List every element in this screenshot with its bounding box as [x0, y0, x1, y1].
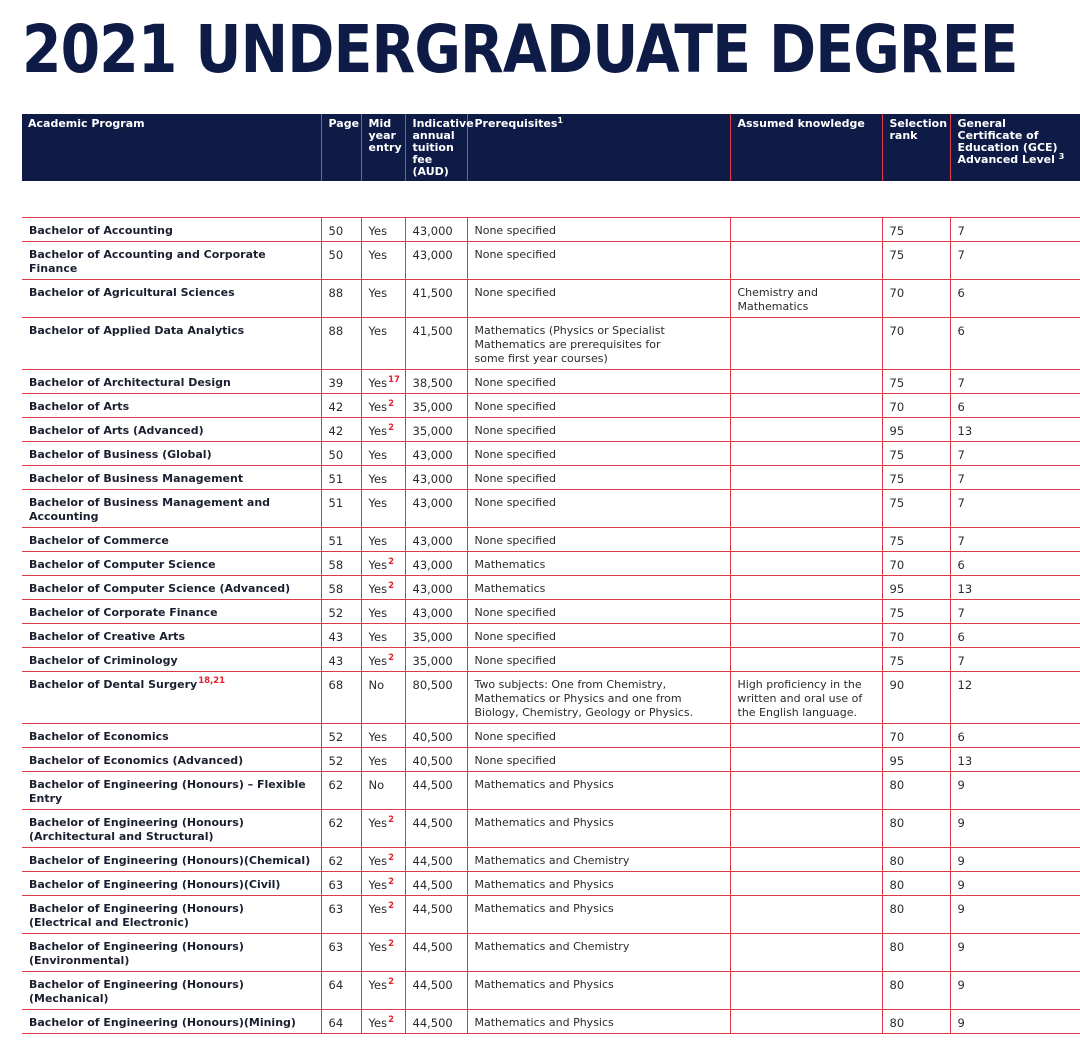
mid-year-cell: Yes$^2$: [361, 648, 405, 672]
gce-cell: 13: [950, 748, 1080, 772]
gce-cell: 7: [950, 648, 1080, 672]
mid-year-cell: Yes$^{17}$: [361, 370, 405, 394]
mid-year-cell: Yes$^2$: [361, 896, 405, 934]
footnote-marker: 2: [388, 1015, 394, 1025]
gce-cell: 9: [950, 772, 1080, 810]
fee-cell: 41,500: [405, 280, 467, 318]
program-cell: Bachelor of Creative Arts: [22, 624, 321, 648]
assumed-knowledge-cell: [730, 748, 882, 772]
program-cell: Bachelor of Engineering (Honours)(Mining): [22, 1010, 321, 1034]
program-cell: Bachelor of Applied Data Analytics: [22, 318, 321, 370]
selection-rank-cell: 80: [882, 848, 950, 872]
prerequisites-cell: None specified: [467, 280, 730, 318]
page-cell: 43: [321, 624, 361, 648]
program-cell: Bachelor of Business Management and Accounting: [22, 490, 321, 528]
mid-year-cell: Yes$^2$: [361, 848, 405, 872]
fee-cell: 44,500: [405, 872, 467, 896]
prerequisites-cell: Mathematics: [467, 552, 730, 576]
gce-cell: 9: [950, 934, 1080, 972]
selection-rank-cell: 70: [882, 624, 950, 648]
program-cell: Bachelor of Economics (Advanced): [22, 748, 321, 772]
header-program: Academic Program: [22, 114, 321, 181]
mid-year-cell: Yes: [361, 466, 405, 490]
page-cell: 64: [321, 1010, 361, 1034]
program-cell: Bachelor of Engineering (Honours)(Chemical): [22, 848, 321, 872]
assumed-knowledge-cell: [730, 1010, 882, 1034]
fee-cell: 43,000: [405, 466, 467, 490]
selection-rank-cell: 95: [882, 418, 950, 442]
table-row: [22, 280, 1080, 318]
program-cell: Bachelor of Commerce: [22, 528, 321, 552]
fee-cell: 44,500: [405, 896, 467, 934]
page-cell: 58: [321, 552, 361, 576]
mid-year-cell: Yes: [361, 318, 405, 370]
page-cell: 63: [321, 934, 361, 972]
prerequisites-cell: Two subjects: One from Chemistry, Mathematics or Physics and one from Biology, Chemistry, Geology or Physics.: [467, 672, 730, 724]
assumed-knowledge-cell: [730, 370, 882, 394]
footnote-marker: 18,21: [198, 676, 226, 686]
page-cell: 58: [321, 576, 361, 600]
prerequisites-cell: Mathematics and Physics: [467, 772, 730, 810]
page-cell: 43: [321, 648, 361, 672]
prerequisites-cell: None specified: [467, 748, 730, 772]
gce-cell: 6: [950, 624, 1080, 648]
prerequisites-cell: None specified: [467, 490, 730, 528]
assumed-knowledge-cell: [730, 724, 882, 748]
table-row: [22, 318, 1080, 370]
program-cell: Bachelor of Arts (Advanced): [22, 418, 321, 442]
selection-rank-cell: 80: [882, 810, 950, 848]
selection-rank-cell: 80: [882, 872, 950, 896]
page-cell: 52: [321, 600, 361, 624]
assumed-knowledge-cell: [730, 576, 882, 600]
assumed-knowledge-cell: [730, 896, 882, 934]
selection-rank-cell: 70: [882, 318, 950, 370]
page-cell: 68: [321, 672, 361, 724]
fee-cell: 43,000: [405, 242, 467, 280]
prerequisites-cell: None specified: [467, 624, 730, 648]
footnote-marker: 2: [388, 815, 394, 825]
footnote-marker: 2: [388, 901, 394, 911]
page-cell: 63: [321, 872, 361, 896]
table-row: [22, 490, 1080, 528]
assumed-knowledge-cell: [730, 552, 882, 576]
prerequisites-cell: None specified: [467, 242, 730, 280]
table-row: [22, 848, 1080, 872]
page-cell: 52: [321, 748, 361, 772]
mid-year-cell: Yes$^2$: [361, 552, 405, 576]
fee-cell: 35,000: [405, 624, 467, 648]
table-row: [22, 370, 1080, 394]
table-row: [22, 218, 1080, 242]
selection-rank-cell: 80: [882, 896, 950, 934]
program-cell: Bachelor of Architectural Design: [22, 370, 321, 394]
fee-cell: 35,000: [405, 394, 467, 418]
page-cell: 88: [321, 280, 361, 318]
assumed-knowledge-cell: [730, 318, 882, 370]
selection-rank-cell: 80: [882, 772, 950, 810]
selection-rank-cell: 75: [882, 370, 950, 394]
header-fee: Indicative annual tuition fee (AUD): [405, 114, 467, 181]
header-mid-year: Mid year entry: [361, 114, 405, 181]
gce-cell: 9: [950, 872, 1080, 896]
footnote-marker: 2: [388, 939, 394, 949]
page-cell: 42: [321, 418, 361, 442]
prerequisites-cell: None specified: [467, 442, 730, 466]
gce-cell: 9: [950, 810, 1080, 848]
gce-cell: 7: [950, 218, 1080, 242]
selection-rank-cell: 75: [882, 600, 950, 624]
table-row: [22, 418, 1080, 442]
gce-cell: 6: [950, 724, 1080, 748]
prerequisites-cell: None specified: [467, 418, 730, 442]
prerequisites-cell: None specified: [467, 394, 730, 418]
selection-rank-cell: 95: [882, 576, 950, 600]
table-row: [22, 552, 1080, 576]
selection-rank-cell: 80: [882, 1010, 950, 1034]
assumed-knowledge-cell: [730, 466, 882, 490]
page-cell: 50: [321, 242, 361, 280]
table-row: [22, 242, 1080, 280]
gce-cell: 13: [950, 576, 1080, 600]
program-cell: Bachelor of Computer Science (Advanced): [22, 576, 321, 600]
program-cell: Bachelor of Business Management: [22, 466, 321, 490]
prerequisites-cell: Mathematics and Physics: [467, 810, 730, 848]
prerequisites-cell: None specified: [467, 600, 730, 624]
table-row: [22, 528, 1080, 552]
program-cell: Bachelor of Engineering (Honours) (Electrical and Electronic): [22, 896, 321, 934]
mid-year-cell: Yes$^2$: [361, 872, 405, 896]
header-footnote: 3: [1058, 152, 1065, 161]
page-cell: 88: [321, 318, 361, 370]
header-gce: General Certificate of Education (GCE) Advanced Level $^3$: [950, 114, 1080, 181]
fee-cell: 35,000: [405, 648, 467, 672]
assumed-knowledge-cell: [730, 242, 882, 280]
gce-cell: 6: [950, 394, 1080, 418]
footnote-marker: 2: [388, 653, 394, 663]
mid-year-cell: Yes: [361, 490, 405, 528]
assumed-knowledge-cell: [730, 872, 882, 896]
mid-year-cell: Yes$^2$: [361, 418, 405, 442]
fee-cell: 44,500: [405, 972, 467, 1010]
gce-cell: 7: [950, 490, 1080, 528]
selection-rank-cell: 70: [882, 394, 950, 418]
assumed-knowledge-cell: [730, 490, 882, 528]
footnote-marker: 2: [388, 399, 394, 409]
gce-cell: 6: [950, 280, 1080, 318]
fee-cell: 43,000: [405, 576, 467, 600]
program-cell: Bachelor of Engineering (Honours)(Mechanical): [22, 972, 321, 1010]
table-row: [22, 772, 1080, 810]
assumed-knowledge-cell: [730, 972, 882, 1010]
table-row: [22, 934, 1080, 972]
page-cell: 63: [321, 896, 361, 934]
program-cell: Bachelor of Engineering (Honours) – Flexible Entry: [22, 772, 321, 810]
prerequisites-cell: Mathematics and Physics: [467, 872, 730, 896]
fee-cell: 44,500: [405, 848, 467, 872]
fee-cell: 40,500: [405, 724, 467, 748]
selection-rank-cell: 80: [882, 934, 950, 972]
mid-year-cell: Yes: [361, 600, 405, 624]
table-row: [22, 442, 1080, 466]
mid-year-cell: No: [361, 672, 405, 724]
assumed-knowledge-cell: [730, 528, 882, 552]
fee-cell: 38,500: [405, 370, 467, 394]
fee-cell: 43,000: [405, 218, 467, 242]
table-row: [22, 896, 1080, 934]
selection-rank-cell: 70: [882, 724, 950, 748]
table-row: [22, 394, 1080, 418]
gce-cell: 9: [950, 972, 1080, 1010]
assumed-knowledge-cell: [730, 934, 882, 972]
gce-cell: 6: [950, 552, 1080, 576]
header-assumed-knowledge: Assumed knowledge: [730, 114, 882, 181]
prerequisites-cell: Mathematics and Chemistry: [467, 934, 730, 972]
fee-cell: 41,500: [405, 318, 467, 370]
table-row: [22, 600, 1080, 624]
table-row: [22, 810, 1080, 848]
mid-year-cell: Yes: [361, 242, 405, 280]
table-row: [22, 748, 1080, 772]
fee-cell: 44,500: [405, 1010, 467, 1034]
table-row: [22, 1010, 1080, 1034]
mid-year-cell: Yes$^2$: [361, 1010, 405, 1034]
page-cell: 51: [321, 528, 361, 552]
assumed-knowledge-cell: High proficiency in the written and oral use of the English language.: [730, 672, 882, 724]
fee-cell: 43,000: [405, 490, 467, 528]
fee-cell: 43,000: [405, 552, 467, 576]
prerequisites-cell: Mathematics and Physics: [467, 972, 730, 1010]
program-cell: Bachelor of Dental Surgery$^{18,21}$: [22, 672, 321, 724]
program-cell: Bachelor of Corporate Finance: [22, 600, 321, 624]
assumed-knowledge-cell: [730, 772, 882, 810]
program-cell: Bachelor of Accounting and Corporate Finance: [22, 242, 321, 280]
mid-year-cell: No: [361, 772, 405, 810]
gce-cell: 7: [950, 466, 1080, 490]
assumed-knowledge-cell: Chemistry and Mathematics: [730, 280, 882, 318]
prerequisites-cell: None specified: [467, 218, 730, 242]
program-cell: Bachelor of Accounting: [22, 218, 321, 242]
fee-cell: 44,500: [405, 810, 467, 848]
mid-year-cell: Yes: [361, 528, 405, 552]
selection-rank-cell: 75: [882, 442, 950, 466]
selection-rank-cell: 75: [882, 648, 950, 672]
program-cell: Bachelor of Engineering (Honours) (Architectural and Structural): [22, 810, 321, 848]
program-cell: Bachelor of Agricultural Sciences: [22, 280, 321, 318]
footnote-marker: 2: [388, 977, 394, 987]
page-cell: 50: [321, 218, 361, 242]
selection-rank-cell: 75: [882, 490, 950, 528]
gce-cell: 7: [950, 242, 1080, 280]
assumed-knowledge-cell: [730, 442, 882, 466]
program-cell: Bachelor of Criminology: [22, 648, 321, 672]
program-cell: Bachelor of Engineering (Honours)(Civil): [22, 872, 321, 896]
fee-cell: 44,500: [405, 772, 467, 810]
gce-cell: 7: [950, 442, 1080, 466]
selection-rank-cell: 75: [882, 218, 950, 242]
mid-year-cell: Yes$^2$: [361, 394, 405, 418]
fee-cell: 43,000: [405, 600, 467, 624]
mid-year-cell: Yes$^2$: [361, 576, 405, 600]
table-row: [22, 672, 1080, 724]
assumed-knowledge-cell: [730, 394, 882, 418]
page-cell: 62: [321, 810, 361, 848]
program-cell: Bachelor of Computer Science: [22, 552, 321, 576]
prerequisites-cell: Mathematics and Physics: [467, 896, 730, 934]
gce-cell: 9: [950, 848, 1080, 872]
selection-rank-cell: 95: [882, 748, 950, 772]
footnote-marker: 17: [388, 375, 400, 385]
mid-year-cell: Yes$^2$: [361, 972, 405, 1010]
mid-year-cell: Yes: [361, 280, 405, 318]
assumed-knowledge-cell: [730, 600, 882, 624]
assumed-knowledge-cell: [730, 810, 882, 848]
prerequisites-cell: None specified: [467, 370, 730, 394]
page-title: 2021 UNDERGRADUATE DEGREE: [22, 11, 1018, 88]
footnote-marker: 2: [388, 557, 394, 567]
prerequisites-cell: Mathematics (Physics or Specialist Mathematics are prerequisites for some first year courses): [467, 318, 730, 370]
program-cell: Bachelor of Business (Global): [22, 442, 321, 466]
assumed-knowledge-cell: [730, 624, 882, 648]
gce-cell: 7: [950, 528, 1080, 552]
header-page: Page: [321, 114, 361, 181]
assumed-knowledge-cell: [730, 418, 882, 442]
mid-year-cell: Yes: [361, 218, 405, 242]
mid-year-cell: Yes$^2$: [361, 934, 405, 972]
selection-rank-cell: 90: [882, 672, 950, 724]
mid-year-cell: Yes: [361, 724, 405, 748]
gce-cell: 7: [950, 600, 1080, 624]
selection-rank-cell: 75: [882, 528, 950, 552]
fee-cell: 40,500: [405, 748, 467, 772]
page-cell: 51: [321, 466, 361, 490]
header-prerequisites: Prerequisites$^1$: [467, 114, 730, 181]
selection-rank-cell: 70: [882, 552, 950, 576]
table-row: [22, 724, 1080, 748]
footnote-marker: 2: [388, 877, 394, 887]
header-footnote: 1: [557, 116, 563, 125]
prerequisites-cell: None specified: [467, 648, 730, 672]
page-cell: 62: [321, 772, 361, 810]
table-row: [22, 466, 1080, 490]
assumed-knowledge-cell: [730, 218, 882, 242]
page-cell: 62: [321, 848, 361, 872]
fee-cell: 43,000: [405, 442, 467, 466]
prerequisites-cell: Mathematics and Chemistry: [467, 848, 730, 872]
header-selection-rank: Selection rank: [882, 114, 950, 181]
gce-cell: 13: [950, 418, 1080, 442]
page-cell: 39: [321, 370, 361, 394]
table-spacer-row: [22, 181, 1080, 218]
mid-year-cell: Yes: [361, 624, 405, 648]
selection-rank-cell: 75: [882, 242, 950, 280]
page-cell: 50: [321, 442, 361, 466]
prerequisites-cell: Mathematics: [467, 576, 730, 600]
prerequisites-cell: None specified: [467, 724, 730, 748]
page-cell: 51: [321, 490, 361, 528]
gce-cell: 6: [950, 318, 1080, 370]
prerequisites-cell: None specified: [467, 528, 730, 552]
mid-year-cell: Yes: [361, 442, 405, 466]
gce-cell: 12: [950, 672, 1080, 724]
assumed-knowledge-cell: [730, 848, 882, 872]
footnote-marker: 2: [388, 853, 394, 863]
footnote-marker: 2: [388, 423, 394, 433]
table-row: [22, 576, 1080, 600]
gce-cell: 7: [950, 370, 1080, 394]
mid-year-cell: Yes$^2$: [361, 810, 405, 848]
table-row: [22, 972, 1080, 1010]
fee-cell: 44,500: [405, 934, 467, 972]
program-cell: Bachelor of Arts: [22, 394, 321, 418]
program-cell: Bachelor of Engineering (Honours)(Environmental): [22, 934, 321, 972]
table-header-row: [22, 114, 1080, 181]
prerequisites-cell: None specified: [467, 466, 730, 490]
gce-cell: 9: [950, 896, 1080, 934]
program-cell: Bachelor of Economics: [22, 724, 321, 748]
gce-cell: 9: [950, 1010, 1080, 1034]
fee-cell: 80,500: [405, 672, 467, 724]
page-cell: 42: [321, 394, 361, 418]
footnote-marker: 2: [388, 581, 394, 591]
selection-rank-cell: 70: [882, 280, 950, 318]
fee-cell: 43,000: [405, 528, 467, 552]
page-cell: 52: [321, 724, 361, 748]
mid-year-cell: Yes: [361, 748, 405, 772]
table-row: [22, 648, 1080, 672]
prerequisites-cell: Mathematics and Physics: [467, 1010, 730, 1034]
selection-rank-cell: 75: [882, 466, 950, 490]
degree-table: [22, 114, 1080, 1034]
table-row: [22, 872, 1080, 896]
page-cell: 64: [321, 972, 361, 1010]
selection-rank-cell: 80: [882, 972, 950, 1010]
assumed-knowledge-cell: [730, 648, 882, 672]
table-row: [22, 624, 1080, 648]
fee-cell: 35,000: [405, 418, 467, 442]
